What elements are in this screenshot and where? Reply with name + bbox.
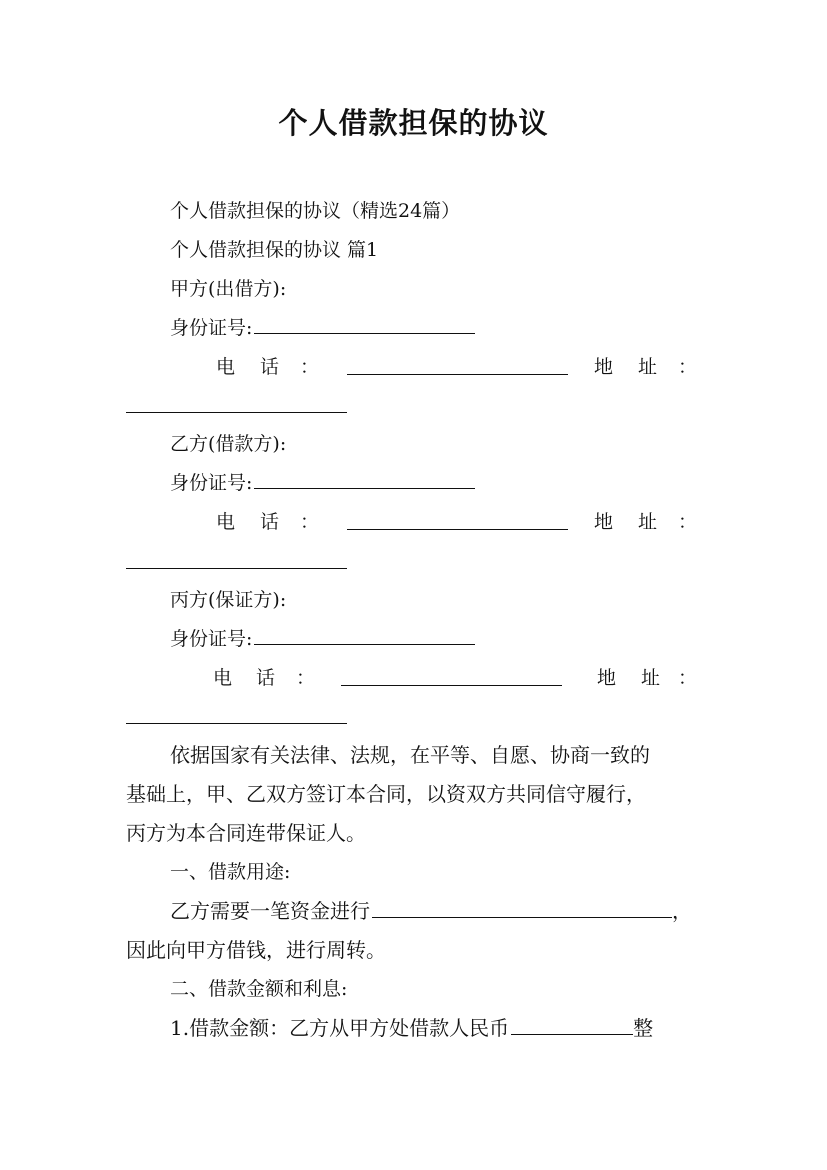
address-char: 址 xyxy=(638,511,658,533)
phone-char: 电 xyxy=(216,511,236,533)
purpose-blank xyxy=(372,897,672,918)
party-c-label: 丙方(保证方): xyxy=(170,589,287,611)
party-a-id-row xyxy=(170,313,760,343)
section-heading: 一、借款用途: xyxy=(170,861,291,883)
party-a-label: 甲方(出借方): xyxy=(170,278,287,300)
id-blank xyxy=(254,624,475,645)
phone-char: 电 xyxy=(216,356,236,378)
party-c-id-row xyxy=(170,624,760,654)
party-b-id-row xyxy=(170,468,760,498)
document-title: 个人借款担保的协议 xyxy=(278,106,549,140)
phone-char: 话 xyxy=(260,511,280,533)
colon: ： xyxy=(296,667,316,689)
colon: ： xyxy=(678,356,698,378)
purpose-text: 乙方需要一笔资金进行 xyxy=(170,899,370,923)
id-blank xyxy=(254,468,475,489)
phone-char: 电 xyxy=(213,667,233,689)
paragraph-line: 基础上，甲、乙双方签订本合同，以资双方共同信守履行， xyxy=(126,782,646,806)
id-label: 身份证号: xyxy=(170,628,253,650)
colon: ： xyxy=(678,667,698,689)
phone-blank xyxy=(347,507,568,530)
phone-blank xyxy=(341,663,562,686)
purpose-row xyxy=(170,896,760,926)
colon: ： xyxy=(678,511,698,533)
party-b-label: 乙方(借款方): xyxy=(170,433,287,455)
purpose-comma: ， xyxy=(672,899,692,923)
amount-suffix: 整 xyxy=(633,1016,654,1040)
id-label: 身份证号: xyxy=(170,472,253,494)
phone-char: 话 xyxy=(256,667,276,689)
address-char: 地 xyxy=(597,667,617,689)
address-blank xyxy=(126,568,347,569)
paragraph-line: 因此向甲方借钱，进行周转。 xyxy=(126,938,386,962)
address-char: 地 xyxy=(594,511,614,533)
document-subtitle: 个人借款担保的协议（精选24篇） xyxy=(170,200,461,222)
id-label: 身份证号: xyxy=(170,317,253,339)
address-char: 地 xyxy=(594,356,614,378)
colon: ： xyxy=(300,511,320,533)
address-blank xyxy=(126,723,347,724)
address-char: 址 xyxy=(641,667,661,689)
amount-text: 1.借款金额：乙方从甲方处借款人民币 xyxy=(170,1016,510,1040)
address-blank xyxy=(126,412,347,413)
chapter-heading: 个人借款担保的协议 篇1 xyxy=(170,239,379,261)
paragraph-line: 丙方为本合同连带保证人。 xyxy=(126,821,366,845)
address-char: 址 xyxy=(638,356,658,378)
phone-blank xyxy=(347,352,568,375)
colon: ： xyxy=(300,356,320,378)
amount-row xyxy=(170,1013,760,1043)
amount-blank xyxy=(511,1014,633,1035)
paragraph-line: 依据国家有关法律、法规，在平等、自愿、协商一致的 xyxy=(170,743,650,767)
phone-char: 话 xyxy=(260,356,280,378)
id-blank xyxy=(254,313,475,334)
section-heading: 二、借款金额和利息: xyxy=(170,978,348,1000)
